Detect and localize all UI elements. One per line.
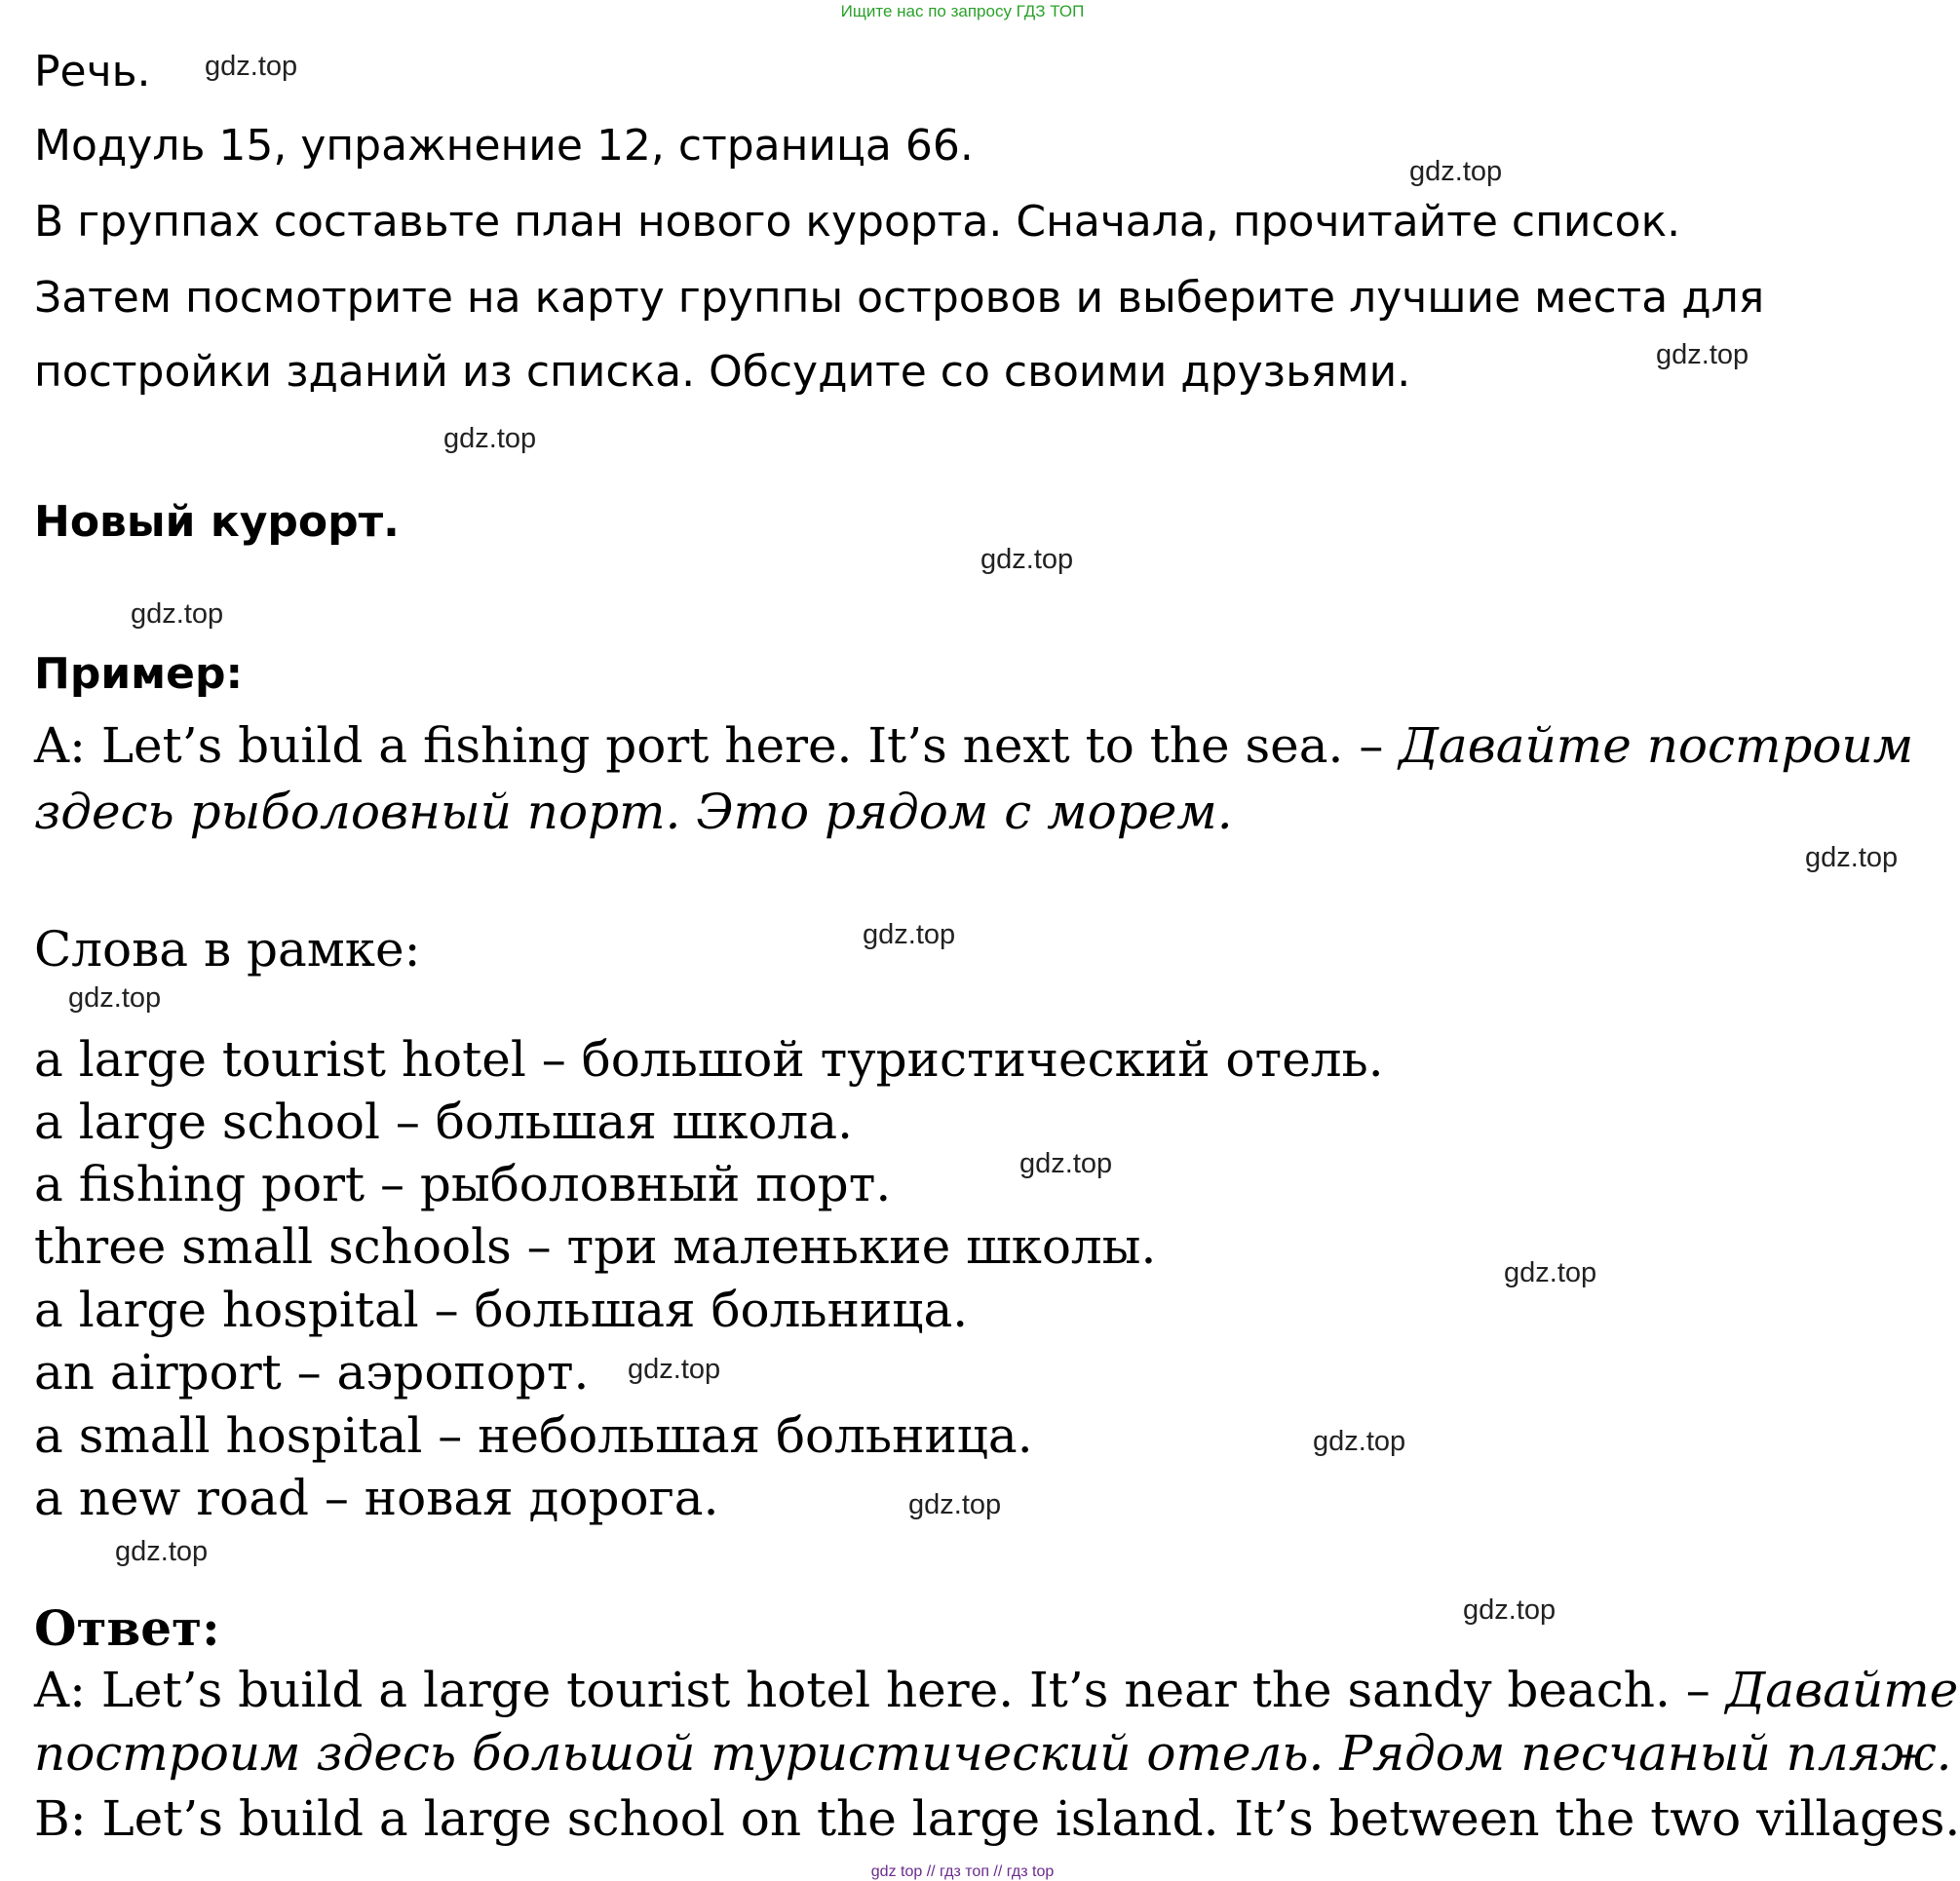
watermark: gdz.top xyxy=(1656,339,1749,370)
word-item-1: a large tourist hotel – большой туристический отель. xyxy=(34,1031,1384,1088)
task-line-2: Затем посмотрите на карту группы островов и выберите лучшие места для xyxy=(34,273,1765,323)
example-russian-2: здесь рыболовный порт. Это рядом с морем. xyxy=(34,784,1233,840)
watermark: gdz.top xyxy=(863,919,956,950)
answer-a-russian-1: Давайте xyxy=(1725,1662,1959,1718)
watermark: gdz.top xyxy=(1409,156,1503,187)
section-label: Речь. xyxy=(34,47,151,96)
watermark: gdz.top xyxy=(115,1536,209,1567)
task-line-3: постройки зданий из списка. Обсудите со своими друзьями. xyxy=(34,347,1411,397)
watermark: gdz.top xyxy=(908,1489,1002,1520)
watermark: gdz.top xyxy=(443,423,537,454)
word-item-8: a new road – новая дорога. xyxy=(34,1470,719,1526)
watermark: gdz.top xyxy=(131,598,224,630)
answer-b: B: Let’s build a large school on the large island. It’s between the two villages. xyxy=(34,1790,1960,1847)
example-heading: Пример: xyxy=(34,649,244,699)
watermark: gdz.top xyxy=(68,982,162,1014)
answer-a-line-1 xyxy=(34,1662,1958,1718)
words-heading: Слова в рамке: xyxy=(34,921,421,978)
example-english: A: Let’s build a fishing port here. It’s next to the sea. – xyxy=(34,717,1384,774)
word-item-7: a small hospital – небольшая больница. xyxy=(34,1407,1033,1464)
section-title: Новый курорт. xyxy=(34,497,400,547)
word-item-4: three small schools – три маленькие школы. xyxy=(34,1218,1157,1275)
watermark: gdz.top xyxy=(1504,1257,1597,1288)
bottom-banner: gdz top // гдз топ // гдз top xyxy=(870,1863,1055,1880)
word-item-2: a large school – большая школа. xyxy=(34,1094,853,1150)
watermark: gdz.top xyxy=(1313,1426,1406,1457)
watermark: gdz.top xyxy=(1019,1148,1113,1179)
answer-a-english: A: Let’s build a large tourist hotel here. It’s near the sandy beach. – xyxy=(34,1662,1710,1718)
watermark: gdz.top xyxy=(1805,842,1899,873)
word-item-3: a fishing port – рыболовный порт. xyxy=(34,1156,892,1212)
word-item-6: an airport – аэропорт. xyxy=(34,1344,590,1401)
task-line-1: В группах составьте план нового курорта. Сначала, прочитайте список. xyxy=(34,197,1681,247)
example-line-1 xyxy=(34,717,1913,774)
watermark: gdz.top xyxy=(980,544,1074,575)
watermark: gdz.top xyxy=(1463,1594,1556,1626)
module-line: Модуль 15, упражнение 12, страница 66. xyxy=(34,121,974,171)
answer-heading: Ответ: xyxy=(34,1599,220,1657)
watermark: gdz.top xyxy=(205,51,298,82)
answer-a-russian-2: построим здесь большой туристический отель. Рядом песчаный пляж. xyxy=(34,1725,1952,1782)
word-item-5: a large hospital – большая больница. xyxy=(34,1282,969,1338)
example-russian-1: Давайте построим xyxy=(1399,717,1914,774)
watermark: gdz.top xyxy=(628,1354,721,1385)
top-banner: Ищите нас по запросу ГДЗ ТОП xyxy=(840,2,1085,20)
